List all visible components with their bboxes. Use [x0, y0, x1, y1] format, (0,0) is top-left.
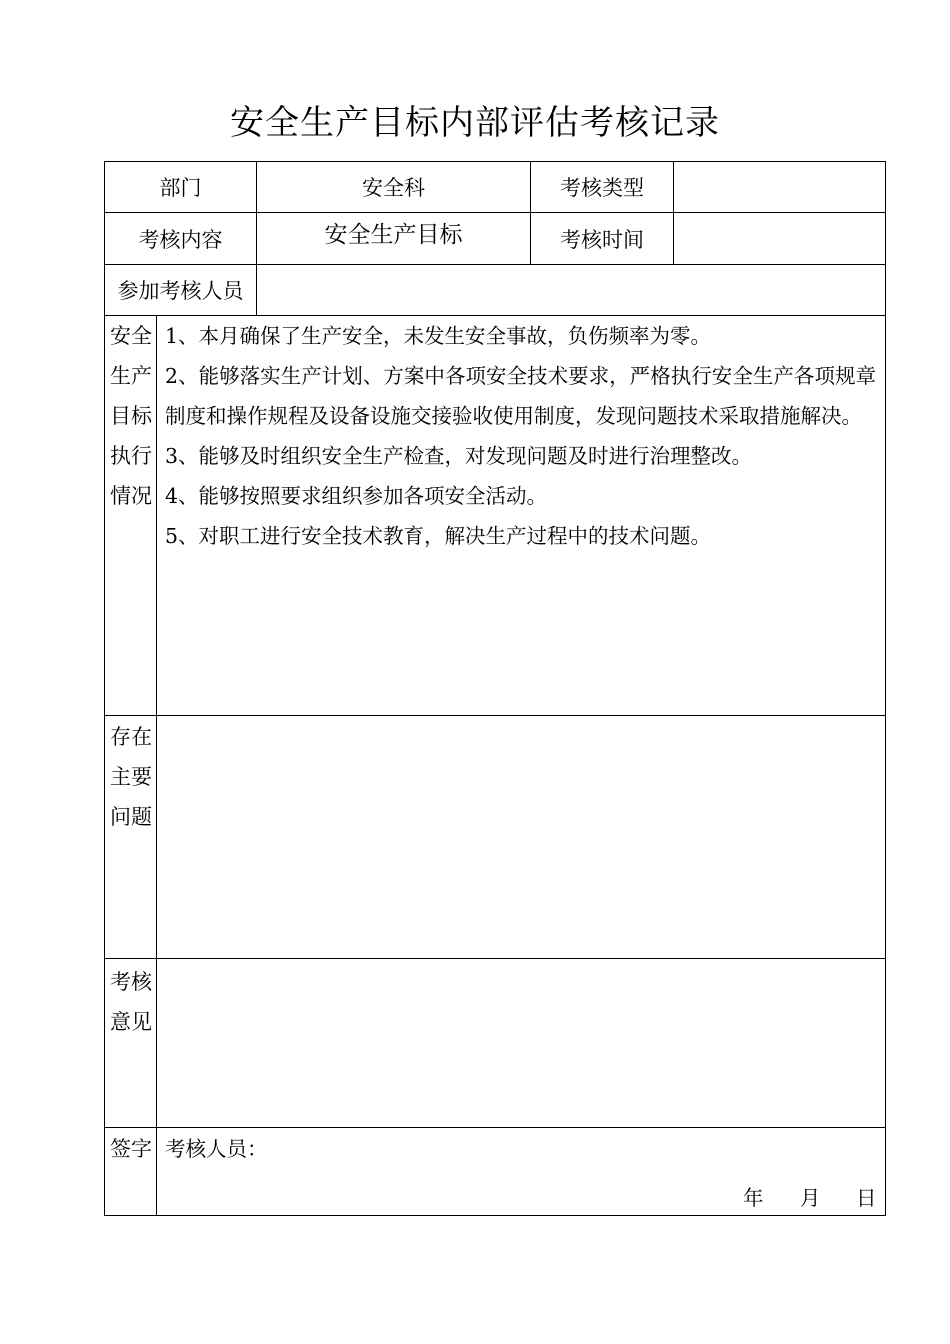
row-divider [104, 715, 886, 716]
department-label: 部门 [159, 176, 202, 200]
execution-item: 5、对职工进行安全技术教育，解决生产过程中的技术问题。 [165, 524, 712, 548]
problems-field[interactable] [165, 717, 876, 957]
row-divider [104, 958, 886, 959]
date-month: 月 [800, 1186, 821, 1210]
assessment-time-label: 考核时间 [560, 227, 644, 252]
problems-label: 存在主要问题 [110, 725, 152, 829]
execution-content [165, 316, 876, 556]
signature-label: 签字 [110, 1137, 152, 1161]
execution-label: 安全生产目标执行情况 [110, 324, 152, 508]
examiner-label: 考核人员： [165, 1137, 268, 1161]
execution-item: 2、能够落实生产计划、方案中各项安全技术要求，严格执行安全生产各项规章制度和操作规程及设备设施交接验收使用制度，发现问题技术采取措施解决。 [165, 364, 876, 428]
assessment-type-label: 考核类型 [560, 176, 644, 200]
opinion-label: 考核意见 [110, 970, 152, 1034]
row-divider [104, 1127, 886, 1128]
participants-field[interactable] [257, 265, 885, 315]
date-day: 日 [856, 1186, 877, 1210]
execution-item: 4、能够按照要求组织参加各项安全活动。 [165, 484, 548, 508]
assessment-content-label: 考核内容 [138, 227, 223, 252]
assessment-time-field[interactable] [674, 213, 885, 264]
department-value: 安全科 [362, 176, 425, 200]
opinion-field[interactable] [165, 962, 876, 1125]
date-year: 年 [743, 1186, 764, 1210]
execution-item: 1、本月确保了生产安全，未发生安全事故，负伤频率为零。 [165, 324, 712, 348]
participants-label: 参加考核人员 [117, 279, 244, 303]
assessment-type-field[interactable] [674, 162, 885, 212]
assessment-content-value: 安全生产目标 [324, 222, 463, 248]
execution-item: 3、能够及时组织安全生产检查，对发现问题及时进行治理整改。 [165, 444, 753, 468]
document-title: 安全生产目标内部评估考核记录 [230, 103, 720, 143]
